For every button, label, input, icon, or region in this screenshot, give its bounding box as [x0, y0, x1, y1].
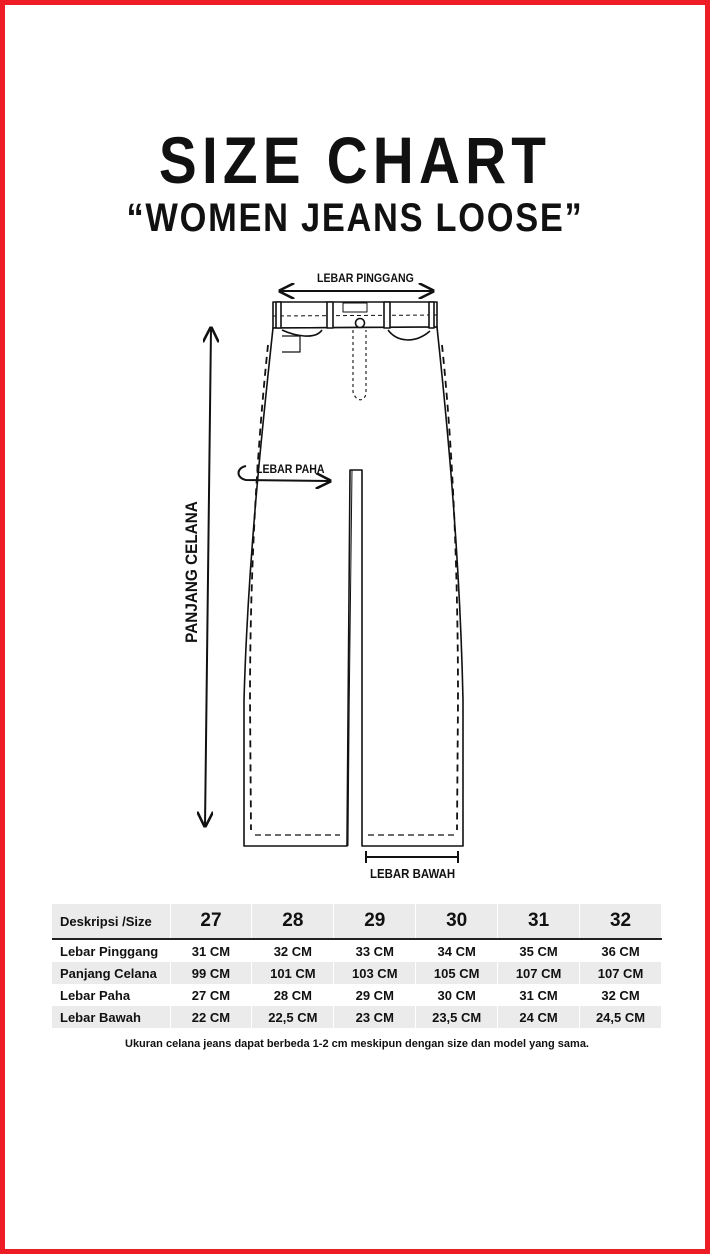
table-cell: 103 CM	[334, 962, 416, 984]
table-cell: 99 CM	[170, 962, 252, 984]
table-row	[52, 984, 662, 1006]
hem-measure-bracket	[366, 851, 458, 863]
label-length: PANJANG CELANA	[182, 501, 201, 643]
header-size-28: 28	[252, 904, 334, 939]
table-cell: 105 CM	[416, 962, 498, 984]
table-cell: 32 CM	[252, 939, 334, 962]
header-size-29: 29	[334, 904, 416, 939]
table-cell: 31 CM	[498, 984, 580, 1006]
header-size-30: 30	[416, 904, 498, 939]
table-row	[52, 962, 662, 984]
table-cell: 22 CM	[170, 1006, 252, 1028]
label-hem: LEBAR BAWAH	[370, 866, 456, 881]
table-cell: 34 CM	[416, 939, 498, 962]
table-cell: 23 CM	[334, 1006, 416, 1028]
table-row	[52, 1006, 662, 1028]
table-cell: 31 CM	[170, 939, 252, 962]
table-header-row	[52, 904, 662, 939]
table-cell: 28 CM	[252, 984, 334, 1006]
header-size-31: 31	[498, 904, 580, 939]
row-label: Lebar Bawah	[52, 1006, 170, 1028]
table-cell: 30 CM	[416, 984, 498, 1006]
row-label: Lebar Pinggang	[52, 939, 170, 962]
table-cell: 24 CM	[498, 1006, 580, 1028]
table-cell: 36 CM	[580, 939, 662, 962]
header-size-32: 32	[580, 904, 662, 939]
header-size-27: 27	[170, 904, 252, 939]
table-cell: 35 CM	[498, 939, 580, 962]
header-description: Deskripsi /Size	[52, 904, 170, 939]
table-cell: 107 CM	[498, 962, 580, 984]
table-cell: 24,5 CM	[580, 1006, 662, 1028]
table-cell: 101 CM	[252, 962, 334, 984]
page-subtitle: “WOMEN JEANS LOOSE”	[126, 196, 584, 240]
table-cell: 29 CM	[334, 984, 416, 1006]
table-cell: 33 CM	[334, 939, 416, 962]
label-thigh: LEBAR PAHA	[256, 462, 325, 476]
table-cell: 23,5 CM	[416, 1006, 498, 1028]
table-cell: 32 CM	[580, 984, 662, 1006]
row-label: Panjang Celana	[52, 962, 170, 984]
length-measure-arrow	[205, 328, 211, 826]
table-cell: 22,5 CM	[252, 1006, 334, 1028]
table-cell: 27 CM	[170, 984, 252, 1006]
row-label: Lebar Paha	[52, 984, 170, 1006]
footer-note: Ukuran celana jeans dapat berbeda 1-2 cm meskipun dengan size dan model yang sama.	[125, 1038, 589, 1050]
table-cell: 107 CM	[580, 962, 662, 984]
label-waist: LEBAR PINGGANG	[317, 271, 414, 285]
page-title: SIZE CHART	[158, 123, 552, 197]
jeans-outline	[244, 302, 463, 846]
size-table	[52, 904, 662, 1028]
table-row	[52, 939, 662, 962]
